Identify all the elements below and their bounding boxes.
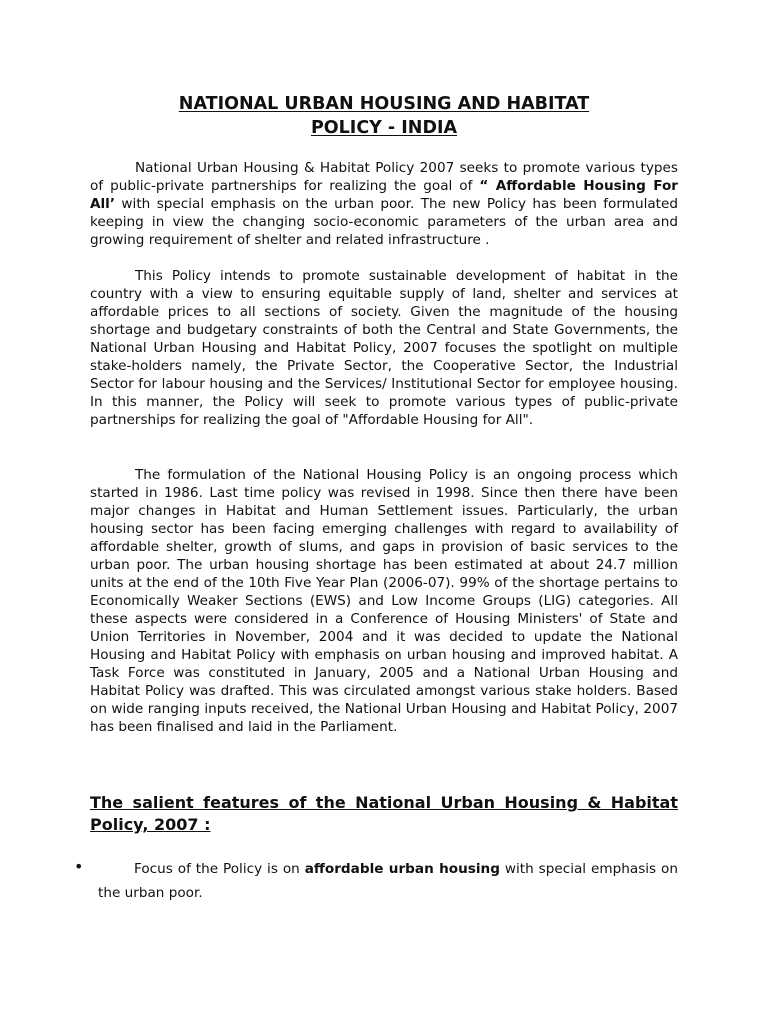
bullet-bold: affordable urban housing — [304, 861, 500, 877]
section-heading: The salient features of the National Urban Housing & Habitat Policy, 2007 : — [90, 793, 678, 834]
paragraph-2-text: This Policy intends to promote sustainable development of habitat in the country with a view to ensuring equitable supply of land, shelter and services at affordable prices to all sections of society. Given the magnitude of the housing shortage and budgetary constraints of both the Central and State Governments, the National Urban Housing and Habitat Policy, 2007 focuses the spotlight on multiple stake-holders namely, the Private Sector, the Cooperative Sector, the Industrial Sector for labour housing and the Services/ Institutional Sector for employee housing. In this manner, the Policy will seek to promote various types of public-private partnerships for realizing the goal of "Affordable Housing for All". — [90, 268, 678, 428]
bullet-marker: • — [74, 857, 84, 876]
paragraph-3 — [90, 466, 678, 736]
paragraph-1 — [90, 159, 678, 249]
list-item — [98, 857, 678, 905]
paragraph-1-text-b: with special emphasis on the urban poor. The new Policy has been formulated keeping in view the changing socio-economic parameters of the urban area and growing requirement of shelter and related infrastructure . — [90, 196, 678, 248]
paragraph-1-text-a: National Urban Housing & Habitat Policy 2007 seeks to promote various types of public-private partnerships for realizing the goal of — [90, 160, 678, 194]
title-line-2: POLICY - INDIA — [310, 118, 458, 138]
paragraph-1-bold: “ Affordable Housing For All’ — [90, 178, 678, 212]
bullet-text-b: with special emphasis on the urban poor. — [98, 861, 678, 901]
title-line-1: NATIONAL URBAN HOUSING AND HABITAT — [178, 94, 590, 114]
page-title — [90, 92, 678, 140]
bullet-text-a: Focus of the Policy is on — [134, 861, 305, 877]
paragraph-3-text: The formulation of the National Housing Policy is an ongoing process which started in 1986. Last time policy was revised in 1998. Since then there have been major changes in Habitat and Human Settlement issues. Particularly, the urban housing sector has been facing emerging challenges with regard to availability of affordable shelter, growth of slums, and gaps in provision of basic services to the urban poor. The urban housing shortage has been estimated at about 24.7 million units at the end of the 10th Five Year Plan (2006-07). 99% of the shortage pertains to Economically Weaker Sections (EWS) and Low Income Groups (LIG) categories. All these aspects were considered in a Conference of Housing Ministers' of State and Union Territories in November, 2004 and it was decided to update the National Housing and Habitat Policy with emphasis on urban housing and improved habitat. A Task Force was constituted in January, 2005 and a National Urban Housing and Habitat Policy was drafted. This was circulated amongst various stake holders. Based on wide ranging inputs received, the National Urban Housing and Habitat Policy, 2007 has been finalised and laid in the Parliament. — [90, 467, 678, 735]
paragraph-2 — [90, 267, 678, 429]
